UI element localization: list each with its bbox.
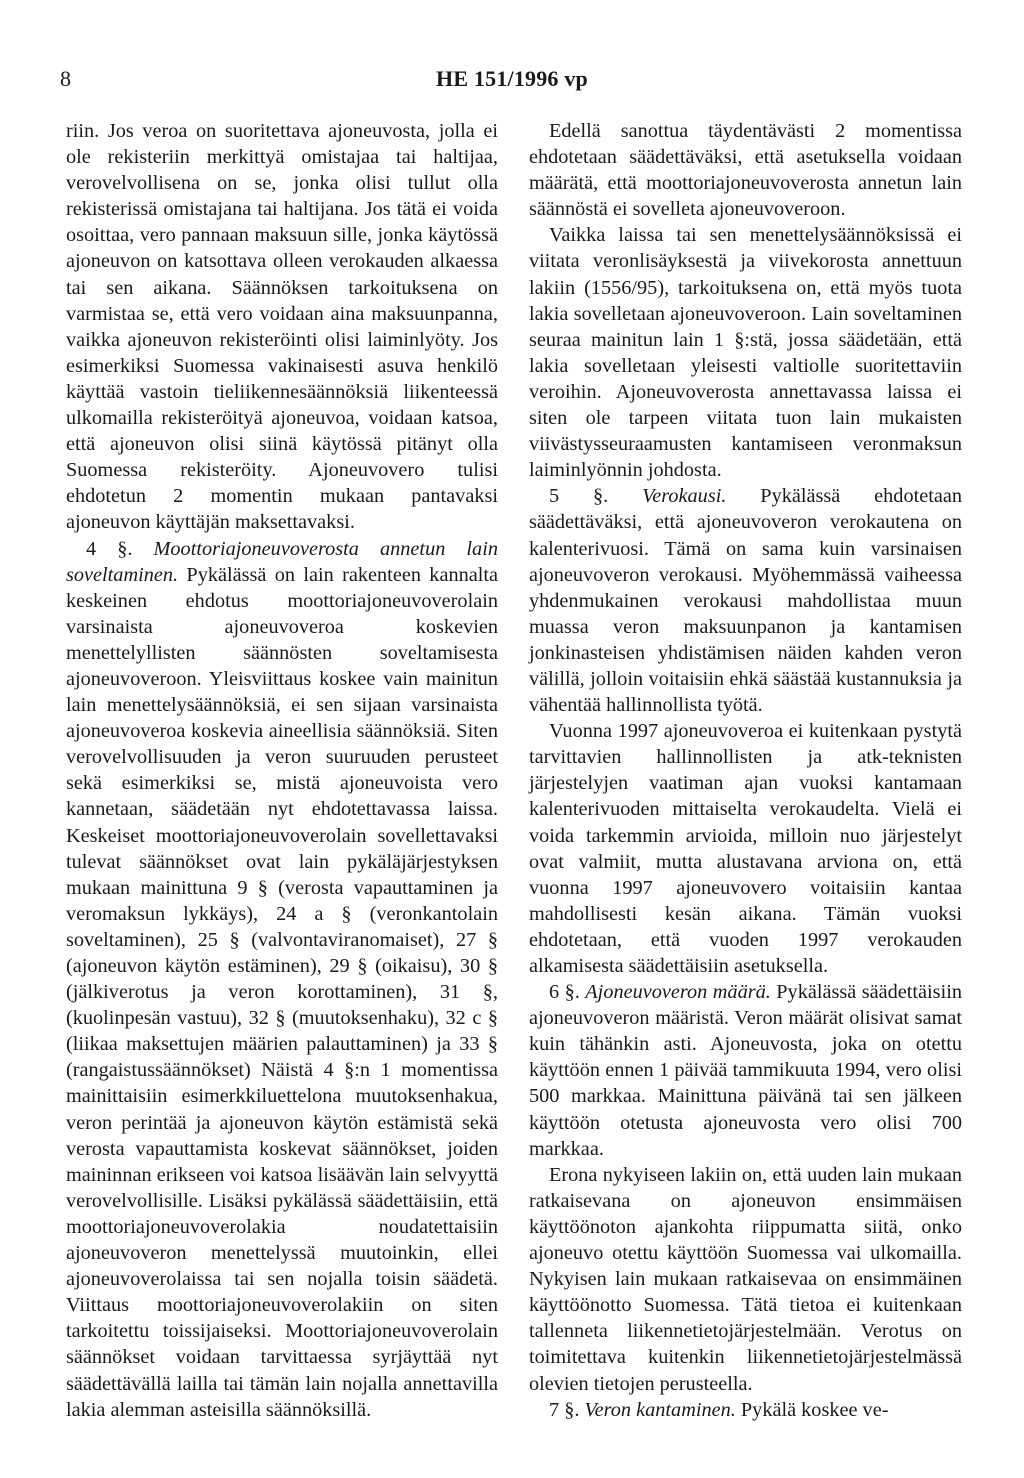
section-text: Pykälässä ehdotetaan säädettäväksi, että ajoneuvoveron verokautena on kalenterivuosi. Tämä on sama kuin varsinaisen ajoneuvoveron verokausi. Myöhemmässä vaiheessa yhdenmukainen verokausi mahdollistaa muun muassa veron maksuunpanon ja kantamisen jonkinasteisen yhdistämisen näiden kahden veron välillä, jolloin voitaisiin ehkä säästää kustannuksia ja vähentää hallinnollista työtä. [529, 485, 962, 717]
running-head: HE 151/1996 vp [436, 66, 588, 91]
section-heading: Ajoneuvoveron määrä. [585, 981, 771, 1004]
section-heading: Verokausi. [642, 485, 727, 508]
left-column [66, 118, 498, 1423]
section-number: 4 §. [86, 537, 154, 560]
right-paragraph-1: Edellä sanottua täydentävästi 2 momentissa ehdotetaan säädettäväksi, että asetuksella voidaan määrätä, että moottoriajoneuvoverosta annetun lain säännöstä ei sovelleta ajoneuvoveroon. [529, 120, 962, 221]
right-paragraph-7 [529, 1397, 962, 1423]
section-number: 7 §. [549, 1398, 585, 1421]
right-paragraph-3 [529, 483, 962, 718]
section-text: Pykälä koskee ve- [735, 1398, 889, 1421]
page-number: 8 [60, 66, 71, 91]
left-paragraph-2 [66, 536, 498, 1423]
left-paragraph-1: riin. Jos veroa on suoritettava ajoneuvosta, jolla ei ole rekisteriin merkittyä omistajaa tai haltijaa, verovelvollisena on se, jonka olisi tullut olla rekisterissä omistajana tai haltijana. Jos tätä ei voida osoittaa, vero pannaan maksuun sille, jonka käytössä ajoneuvon on katsottava olleen verokauden alkaessa tai sen aikana. Säännöksen tarkoituksena on varmistaa se, että vero voidaan aina maksuunpanna, vaikka ajoneuvon rekisteröinti olisi laiminlyöty. Jos esimerkiksi Suomessa vakinaisesti asuva henkilö käyttää vastoin tieliikennesäännöksiä liikenteessä ulkomailla rekisteröityä ajoneuvoa, voidaan katsoa, että ajoneuvon olisi siinä käytössä pitänyt olla Suomessa rekisteröity. Ajoneuvovero tulisi ehdotetun 2 momentin mukaan pantavaksi ajoneuvon käyttäjän maksettavaksi. [66, 120, 498, 534]
section-heading: Moottoriajoneuvoverosta annetun lain soveltaminen. [66, 537, 498, 586]
section-number: 5 §. [549, 485, 643, 508]
right-column [529, 118, 962, 1423]
section-text: Pykälässä on lain rakenteen kannalta keskeinen ehdotus moottoriajoneuvoverolain varsinaista ajoneuvoveroa koskevien menettelyllisten säännösten soveltamisesta ajoneuvoveroon. Yleisviittaus koskee vain mainitun lain menettelysäännöksiä, ei sen sijaan varsinaista ajoneuvoveroa koskevia aineellisia säännöksiä. Siten verovelvollisuuden ja veron suuruuden perusteet sekä esimerkiksi se, mistä ajoneuvoista vero kannetaan, säädetään nyt ehdotettavassa laissa. Keskeiset moottoriajoneuvoverolain sovellettavaksi tulevat säännökset ovat lain pykäläjärjestyksen mukaan mainittuna 9 § (verosta vapauttaminen ja veromaksun lykkäys), 24 a § (veronkantolain soveltaminen), 25 § (valvontaviranomaiset), 27 § (ajoneuvon käytön estäminen), 29 § (oikaisu), 30 § (jälkiverotus ja veron korottaminen), 31 §, (kuolinpesän vastuu), 32 § (muutoksenhaku), 32 c § (liikaa maksettujen määrien palauttaminen) ja 33 § (rangaistussäännökset) Näistä 4 §:n 1 momentissa mainittaisiin esimerkkiluettelona muutoksenhakua, veron perintää ja ajoneuvon käytön estämistä sekä verosta vapauttamista koskevat säännökset, joiden maininnan erikseen voi katsoa lisäävän lain selvyyttä verovelvollisille. Lisäksi pykälässä säädettäisiin, että moottoriajoneuvoverolakia noudatettaisiin ajoneuvoveron menettelyssä muutoinkin, ellei ajoneuvoverolaissa tai sen nojalla toisin säädetä. Viittaus moottoriajoneuvoverolakiin on siten tarkoitettu toissijaiseksi. Moottoriajoneuvoverolain säännökset voidaan tarvittaessa syrjäyttää nyt säädettävällä lailla tai tämän lain nojalla annettavilla lakia alemman asteisilla säännöksillä. [66, 563, 498, 1421]
section-number: 6 §. [549, 981, 586, 1004]
right-paragraph-2: Vaikka laissa tai sen menettelysäännöksissä ei viitata veronlisäyksestä ja viivekorosta annettuun lakiin (1556/95), tarkoituksena on, että myös tuota lakia sovelletaan ajoneuvoveroon. Lain soveltaminen seuraa mainitun lain 1 §:stä, jossa säädetään, että lakia sovelletaan yleisesti valtiolle suoritettaviin veroihin. Ajoneuvoverosta annettavassa laissa ei siten ole tarpeen viitata tuon lain mukaisten viivästysseuraamusten kantamiseen veronmaksun laiminlyönnin johdosta. [529, 224, 962, 482]
section-heading: Veron kantaminen. [584, 1398, 736, 1421]
section-text: Pykälässä säädettäisiin ajoneuvoveron määristä. Veron määrät olisivat samat kuin tähänkin asti. Ajoneuvosta, joka on otettu käyttöön ennen 1 päivää tammikuuta 1994, vero olisi 500 markkaa. Mainittuna päivänä tai sen jälkeen käyttöön otetusta ajoneuvosta vero olisi 700 markkaa. [529, 981, 962, 1160]
right-paragraph-5 [529, 979, 962, 1162]
right-paragraph-4: Vuonna 1997 ajoneuvoveroa ei kuitenkaan pystytä tarvittavien hallinnollisten ja atk-teknisten järjestelyjen vaatiman ajan vuoksi kantamaan kalenterivuoden mittaiselta verokaudelta. Vielä ei voida tarkemmin arvioida, milloin nuo järjestelyt ovat valmiit, mutta alustavana arviona on, että vuonna 1997 ajoneuvovero voitaisiin kantaa mahdollisesti kesän aikana. Tämän vuoksi ehdotetaan, että vuoden 1997 verokauden alkamisesta säädettäisiin asetuksella. [529, 720, 962, 977]
right-paragraph-6: Erona nykyiseen lakiin on, että uuden lain mukaan ratkaisevana on ajoneuvon ensimmäisen käyttöönoton ajankohta riippumatta siitä, onko ajoneuvo otettu käyttöön Suomessa vai ulkomailla. Nykyisen lain mukaan ratkaisevaa on ensimmäinen käyttöönotto Suomessa. Tätä tietoa ei kuitenkaan tallenneta liikennetietojärjestelmään. Verotus on toimitettava kuitenkin liikennetietojärjestelmässä olevien tietojen perusteella. [529, 1163, 962, 1395]
